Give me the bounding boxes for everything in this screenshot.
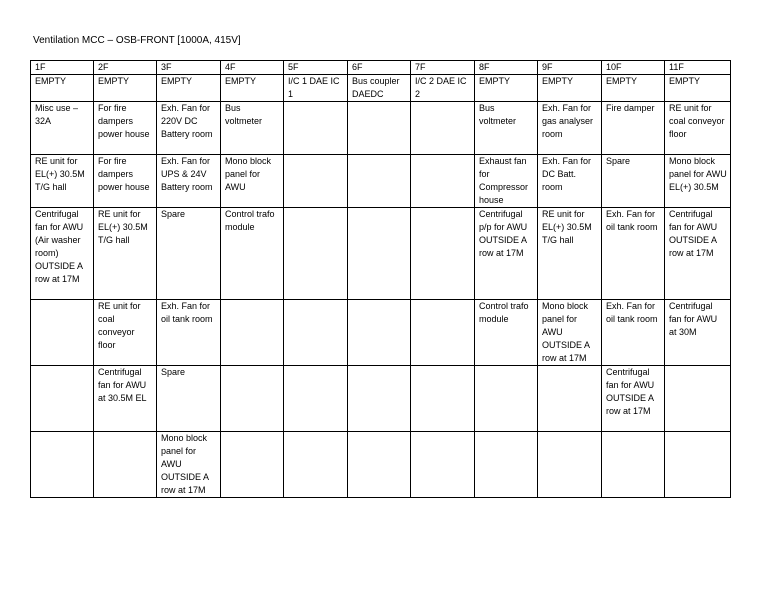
column-header-cell: 9F [538,61,602,75]
table-cell [348,300,411,366]
table-cell [284,300,348,366]
table-cell [475,366,538,432]
table-cell [284,208,348,300]
table-cell: EMPTY [157,75,221,102]
table-cell [284,102,348,155]
column-header-cell: 2F [94,61,157,75]
table-cell [665,432,731,498]
table-cell: Control trafo module [221,208,284,300]
table-cell: Fire damper [602,102,665,155]
table-cell: For fire dampers power house [94,155,157,208]
table-cell: Bus voltmeter [221,102,284,155]
mcc-table [30,60,731,498]
table-cell [31,366,94,432]
table-cell: Spare [602,155,665,208]
table-cell [348,432,411,498]
table-cell: EMPTY [665,75,731,102]
table-cell [411,366,475,432]
table-cell: Centrifugal fan for AWU (Air washer room) OUTSIDE A row at 17M [31,208,94,300]
table-cell: Exh. Fan for oil tank room [602,300,665,366]
table-cell: Bus voltmeter [475,102,538,155]
table-cell: Centrifugal p/p for AWU OUTSIDE A row at 17M [475,208,538,300]
table-row [31,366,731,432]
table-cell: Spare [157,366,221,432]
table-cell: Centrifugal fan for AWU OUTSIDE A row at 17M [602,366,665,432]
table-cell: RE unit for EL(+) 30.5M T/G hall [538,208,602,300]
table-cell: Misc use – 32A [31,102,94,155]
column-header-cell: 6F [348,61,411,75]
table-cell [411,208,475,300]
table-cell [348,366,411,432]
table-cell: Exh. Fan for oil tank room [602,208,665,300]
table-row [31,208,731,300]
table-cell: Centrifugal fan for AWU at 30.5M EL [94,366,157,432]
table-cell: EMPTY [475,75,538,102]
table-row [31,300,731,366]
table-cell [221,432,284,498]
table-cell: I/C 1 DAE IC 1 [284,75,348,102]
column-header-cell: 1F [31,61,94,75]
table-cell: Centrifugal fan for AWU at 30M [665,300,731,366]
table-cell: Exh. Fan for 220V DC Battery room [157,102,221,155]
table-cell: Centrifugal fan for AWU OUTSIDE A row at 17M [665,208,731,300]
table-cell: RE unit for coal conveyor floor [665,102,731,155]
table-row [31,155,731,208]
column-header-cell: 4F [221,61,284,75]
table-cell [538,366,602,432]
table-row [31,75,731,102]
table-cell [665,366,731,432]
column-header-cell: 8F [475,61,538,75]
table-cell [348,208,411,300]
column-header-cell: 11F [665,61,731,75]
table-cell [94,432,157,498]
column-header-cell: 10F [602,61,665,75]
table-row [31,432,731,498]
table-cell: EMPTY [31,75,94,102]
table-cell: RE unit for coal conveyor floor [94,300,157,366]
column-header-cell: 3F [157,61,221,75]
table-cell: RE unit for EL(+) 30.5M T/G hall [31,155,94,208]
table-cell: RE unit for EL(+) 30.5M T/G hall [94,208,157,300]
table-cell: Mono block panel for AWU OUTSIDE A row at 17M [538,300,602,366]
table-cell: EMPTY [221,75,284,102]
table-cell: EMPTY [538,75,602,102]
column-header-cell: 5F [284,61,348,75]
table-cell: Exh. Fan for oil tank room [157,300,221,366]
table-cell [31,432,94,498]
table-cell: Spare [157,208,221,300]
table-cell [411,300,475,366]
table-cell [221,300,284,366]
table-cell: Mono block panel for AWU EL(+) 30.5M [665,155,731,208]
table-cell: Bus coupler DAEDC [348,75,411,102]
table-cell [284,155,348,208]
table-cell: Control trafo module [475,300,538,366]
table-cell: EMPTY [602,75,665,102]
table-cell [348,155,411,208]
table-row [31,102,731,155]
table-cell: EMPTY [94,75,157,102]
table-cell: Exh. Fan for UPS & 24V Battery room [157,155,221,208]
table-cell [602,432,665,498]
table-cell [411,432,475,498]
table-cell [221,366,284,432]
table-cell: Mono block panel for AWU OUTSIDE A row at 17M [157,432,221,498]
table-cell: Exhaust fan for Compressor house [475,155,538,208]
table-cell [411,155,475,208]
table-cell [284,366,348,432]
table-cell [31,300,94,366]
table-cell [411,102,475,155]
table-header-row [31,61,731,75]
table-cell: Mono block panel for AWU [221,155,284,208]
table-cell: For fire dampers power house [94,102,157,155]
table-cell [538,432,602,498]
table-cell: Exh. Fan for gas analyser room [538,102,602,155]
column-header-cell: 7F [411,61,475,75]
table-cell: Exh. Fan for DC Batt. room [538,155,602,208]
table-cell [348,102,411,155]
table-cell [284,432,348,498]
table-cell: I/C 2 DAE IC 2 [411,75,475,102]
table-cell [475,432,538,498]
page-title: Ventilation MCC – OSB-FRONT [1000A, 415V] [33,35,241,46]
